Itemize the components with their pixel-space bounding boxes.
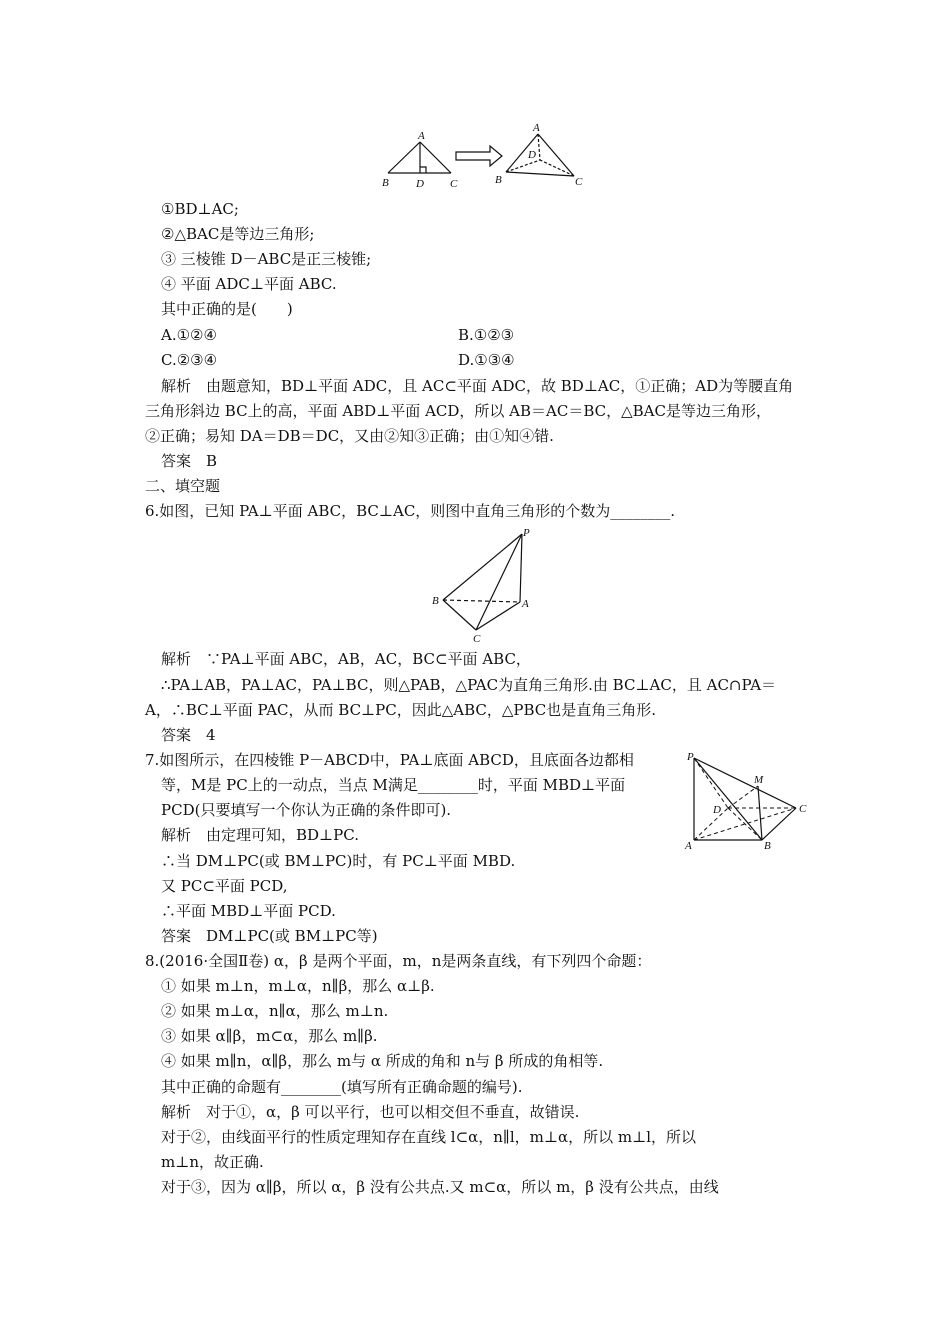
q8-analysis-4: 对于③，因为 α∥β，所以 α，β 没有公共点.又 m⊂α，所以 m，β 没有公共点，由线	[161, 1178, 719, 1196]
q7-label-a: A	[685, 840, 692, 852]
q6-analysis-3: A，∴BC⊥平面 PAC，从而 BC⊥PC，因此△ABC，△PBC也是直角三角形.	[145, 701, 657, 719]
q8-analysis-3: m⊥n，故正确.	[161, 1153, 264, 1171]
fold-arrow	[456, 146, 502, 166]
q7-figure	[682, 748, 812, 854]
q8-proposition-2: ② 如果 m⊥α，n∥α，那么 m⊥n.	[161, 1002, 389, 1020]
q5-choice-d: D.①③④	[458, 351, 515, 369]
q7-stem-3: PCD(只要填写一个你认为正确的条件即可).	[161, 801, 452, 819]
q8-analysis-1: 解析 对于①，α，β 可以平行，也可以相交但不垂直，故错误.	[161, 1103, 580, 1121]
q8-proposition-3: ③ 如果 α∥β，m⊂α，那么 m∥β.	[161, 1027, 378, 1045]
q6-analysis-2: ∴PA⊥AB，PA⊥AC，PA⊥BC，则△PAB，△PAC为直角三角形.由 BC⊥AC，且 AC∩PA＝	[161, 676, 777, 694]
q7-stem-1: 7.如图所示，在四棱锥 P－ABCD中，PA⊥底面 ABCD，且底面各边都相	[145, 751, 634, 769]
q7-analysis-4: ∴平面 MBD⊥平面 PCD.	[161, 902, 336, 920]
label-b-right: B	[495, 174, 502, 186]
q8-stem: 8.(2016·全国Ⅱ卷) α，β 是两个平面，m，n是两条直线，有下列四个命题：	[145, 952, 652, 970]
q5-option-2: ②△BAC是等边三角形;	[161, 225, 315, 243]
q6-figure	[426, 524, 538, 646]
q8-analysis-2: 对于②，由线面平行的性质定理知存在直线 l⊂α，n∥l，m⊥α，所以 m⊥l，所以	[161, 1128, 697, 1146]
q8-question: 其中正确的命题有________(填写所有正确命题的编号).	[161, 1078, 523, 1096]
q7-analysis-1: 解析 由定理可知，BD⊥PC.	[161, 826, 359, 844]
label-b-left: B	[382, 177, 389, 189]
q5-option-4: ④ 平面 ADC⊥平面 ABC.	[161, 275, 337, 293]
q7-label-c: C	[799, 803, 807, 815]
q5-analysis-2: 三角形斜边 BC上的高，平面 ABD⊥平面 ACD，所以 AB＝AC＝BC，△BAC是等边三角形，	[145, 402, 771, 420]
label-d-right: D	[528, 149, 536, 161]
label-c-right: C	[575, 176, 583, 188]
q5-analysis-1: 解析 由题意知，BD⊥平面 ADC，且 AC⊂平面 ADC，故 BD⊥AC，①正确；AD为等腰直角	[161, 377, 794, 395]
label-d-left: D	[416, 178, 424, 190]
q5-option-3: ③ 三棱锥 D－ABC是正三棱锥;	[161, 250, 372, 268]
q5-choice-c: C.②③④	[161, 351, 218, 369]
q6-stem: 6.如图，已知 PA⊥平面 ABC，BC⊥AC，则图中直角三角形的个数为________.	[145, 502, 676, 520]
fold-figure	[378, 120, 592, 196]
q6-label-c: C	[473, 633, 481, 645]
q8-proposition-1: ① 如果 m⊥n，m⊥α，n∥β，那么 α⊥β.	[161, 977, 435, 995]
q6-label-a: A	[522, 598, 529, 610]
q7-analysis-2: ∴当 DM⊥PC(或 BM⊥PC)时，有 PC⊥平面 MBD.	[161, 852, 516, 870]
q5-answer: 答案 B	[161, 452, 218, 470]
section-heading: 二、填空题	[145, 477, 221, 495]
label-a-left: A	[418, 130, 425, 142]
q7-label-m: M	[754, 774, 764, 786]
q7-stem-2: 等，M是 PC上的一动点，当点 M满足________时，平面 MBD⊥平面	[161, 776, 626, 794]
q7-label-p: P	[687, 751, 694, 763]
q5-choice-b: B.①②③	[458, 326, 515, 344]
q6-label-p: P	[523, 527, 530, 539]
q8-proposition-4: ④ 如果 m∥n，α∥β，那么 m与 α 所成的角和 n与 β 所成的角相等.	[161, 1052, 604, 1070]
q5-choice-a: A.①②④	[161, 326, 217, 344]
q5-question: 其中正确的是( )	[161, 300, 293, 318]
q7-answer: 答案 DM⊥PC(或 BM⊥PC等)	[161, 927, 378, 945]
q7-label-d: D	[713, 804, 721, 816]
right-pyramid	[506, 134, 574, 176]
q5-analysis-3: ②正确；易知 DA＝DB＝DC，又由②知③正确；由①知④错.	[145, 427, 554, 445]
q7-analysis-3: 又 PC⊂平面 PCD,	[161, 877, 288, 895]
label-c-left: C	[450, 178, 458, 190]
q6-label-b: B	[432, 595, 439, 607]
left-triangle	[388, 142, 451, 173]
label-a-right: A	[533, 122, 540, 134]
q6-analysis-1: 解析 ∵PA⊥平面 ABC，AB，AC，BC⊂平面 ABC，	[161, 650, 531, 668]
q7-label-b: B	[764, 840, 771, 852]
q6-answer: 答案 4	[161, 726, 216, 744]
q5-option-1: ①BD⊥AC;	[161, 200, 239, 218]
